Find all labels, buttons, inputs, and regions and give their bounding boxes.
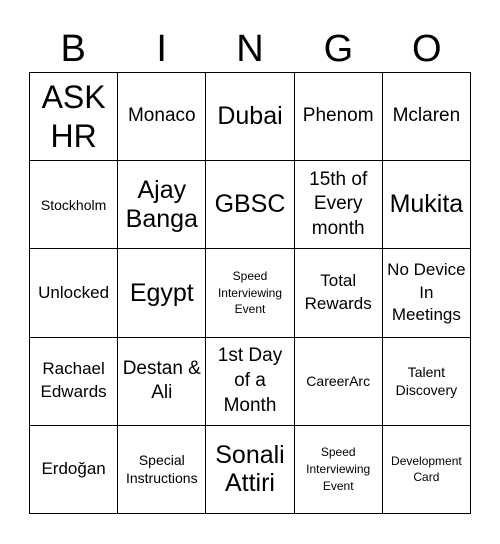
bingo-cell-r2-c1[interactable] <box>30 161 118 249</box>
cell-label: Total Rewards <box>304 271 372 313</box>
cell-label: Monaco <box>127 105 196 127</box>
cell-label: GBSC <box>214 190 286 219</box>
bingo-cell-r3-c5[interactable] <box>383 249 471 337</box>
cell-label: Talent Discovery <box>395 364 458 399</box>
cell-label: Mclaren <box>392 105 461 127</box>
header-letter-n: N <box>236 28 264 70</box>
cell-label: Rachael Edwards <box>40 359 107 402</box>
bingo-cell-r4-c3[interactable] <box>206 338 294 426</box>
header-letter-b: B <box>60 28 86 70</box>
bingo-cell-r3-c2[interactable] <box>118 249 206 337</box>
cell-label: 1st Day of a Month <box>217 345 283 416</box>
cell-label: Special Instructions <box>125 452 198 487</box>
cell-label: Erdoğan <box>41 458 106 478</box>
cell-label: 15th of Every month <box>309 168 368 240</box>
cell-label: Egypt <box>129 278 194 307</box>
cell-label: Speed Interviewing Event <box>217 268 282 317</box>
cell-label: Development Card <box>391 453 462 485</box>
bingo-cell-r2-c5[interactable] <box>383 161 471 249</box>
bingo-cell-r1-c4[interactable] <box>295 73 383 161</box>
bingo-cell-r5-c4[interactable] <box>295 426 383 514</box>
bingo-cell-r4-c5[interactable] <box>383 338 471 426</box>
bingo-cell-r1-c3[interactable] <box>206 73 294 161</box>
bingo-cell-r5-c1[interactable] <box>30 426 118 514</box>
bingo-cell-r2-c3[interactable] <box>206 161 294 249</box>
bingo-cell-r3-c1[interactable] <box>30 249 118 337</box>
bingo-cell-r5-c2[interactable] <box>118 426 206 514</box>
bingo-board <box>29 72 471 514</box>
cell-label: Speed Interviewing Event <box>306 445 371 493</box>
cell-label: No Device In Meetings <box>387 259 466 325</box>
bingo-cell-r4-c2[interactable] <box>118 338 206 426</box>
cell-label: Mukita <box>389 190 464 219</box>
bingo-cell-r4-c1[interactable] <box>30 338 118 426</box>
header-letter-g: G <box>323 28 354 70</box>
bingo-cell-r3-c4[interactable] <box>295 249 383 337</box>
cell-label: Stockholm <box>40 196 107 213</box>
cell-label: Unlocked <box>38 282 110 302</box>
cell-label: Dubai <box>217 102 283 131</box>
bingo-cell-r4-c4[interactable] <box>295 338 383 426</box>
cell-label: CareerArc <box>306 373 371 390</box>
bingo-cell-r1-c1[interactable] <box>30 73 118 161</box>
bingo-cell-r5-c3[interactable] <box>206 426 294 514</box>
cell-label: Phenom <box>302 105 374 127</box>
bingo-cell-r2-c2[interactable] <box>118 161 206 249</box>
bingo-cell-r5-c5[interactable] <box>383 426 471 514</box>
bingo-header <box>29 26 471 72</box>
bingo-cell-r2-c4[interactable] <box>295 161 383 249</box>
cell-label: Destan & Ali <box>122 357 201 404</box>
bingo-cell-r1-c5[interactable] <box>383 73 471 161</box>
header-letter-i: I <box>156 28 167 70</box>
cell-label: ASK HR <box>41 79 106 154</box>
header-letter-o: O <box>412 28 442 70</box>
bingo-cell-r3-c3[interactable] <box>206 249 294 337</box>
cell-label: Sonali Attiri <box>215 440 285 498</box>
cell-label: Ajay Banga <box>125 176 198 233</box>
bingo-cell-r1-c2[interactable] <box>118 73 206 161</box>
